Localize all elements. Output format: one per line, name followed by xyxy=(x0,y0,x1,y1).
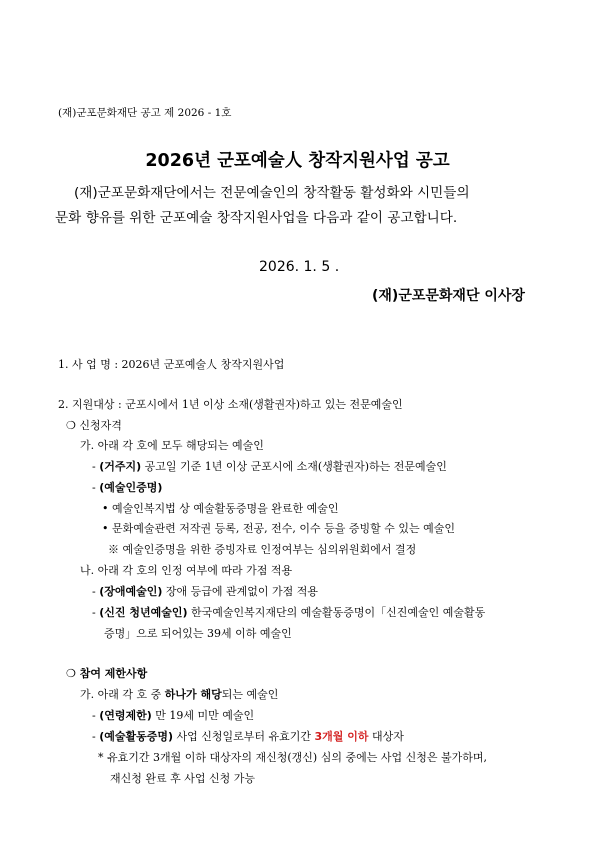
restrictions-ga-bold: 하나가 해당 xyxy=(164,688,222,701)
disabled-label: (장애예술인) xyxy=(99,585,163,598)
intro-line-2: 문화 향유를 위한 군포예술 창작지원사업을 다음과 같이 공고합니다. xyxy=(55,210,458,226)
eligibility-residence: - (거주지) 공고일 기준 1년 이상 군포시에 소재(생활권자)하는 전문예술인 xyxy=(92,460,447,473)
restriction-age: - (연령제한) 만 19세 미만 예술인 xyxy=(92,709,255,722)
restrictions-heading xyxy=(66,665,147,681)
residence-label: (거주지) xyxy=(99,460,142,473)
intro-line-1: (재)군포문화재단에서는 전문예술인의 창작활동 활성화와 시민들의 xyxy=(74,185,470,201)
section-1-project-name: 1. 사 업 명 : 2026년 군포예술人 창작지원사업 xyxy=(58,358,285,371)
youth-text-1: 한국예술인복지재단의 예술활동증명이「신진예술인 예술활동 xyxy=(187,606,486,619)
circle-bullet-icon: ❍ xyxy=(66,667,76,680)
restrictions-title: 참여 제한사항 xyxy=(79,667,148,680)
notice-number: (재)군포문화재단 공고 제 2026 - 1호 xyxy=(58,107,232,119)
disabled-text: 장애 등급에 관계없이 가점 적용 xyxy=(162,585,319,598)
residence-text: 공고일 기준 1년 이상 군포시에 소재(생활권자)하는 전문예술인 xyxy=(141,460,447,473)
age-text: 만 19세 미만 예술인 xyxy=(151,709,255,722)
circle-bullet-icon: ❍ xyxy=(66,419,76,432)
restriction-cert-label: (예술활동증명) xyxy=(99,730,174,743)
issuer-name: (재)군포문화재단 이사장 xyxy=(372,288,525,304)
youth-label: (신진 청년예술인) xyxy=(99,606,188,619)
restriction-cert: - (예술활동증명) 사업 신청일로부터 유효기간 3개월 이하 대상자 xyxy=(92,730,404,743)
page-title: 2026년 군포예술人 창작지원사업 공고 xyxy=(145,151,450,171)
eligibility-youth: - (신진 청년예술인) 한국예술인복지재단의 예술활동증명이「신진예술인 예술활동 xyxy=(92,606,486,619)
age-label: (연령제한) xyxy=(99,709,152,722)
eligibility-na: 나. 아래 각 호의 인정 여부에 따라 가점 적용 xyxy=(80,564,293,577)
eligibility-title: 신청자격 xyxy=(79,419,122,432)
cert-item-2: • 문화예술관련 저작권 등록, 전공, 전수, 이수 등을 증빙할 수 있는 예술인 xyxy=(102,522,455,535)
notice-date: 2026. 1. 5 . xyxy=(259,259,340,275)
restriction-note-1: * 유효기간 3개월 이하 대상자의 재신청(갱신) 심의 중에는 사업 신청은 불가하며, xyxy=(98,751,487,764)
youth-text-2: 증명」으로 되어있는 39세 이하 예술인 xyxy=(104,627,292,640)
restriction-cert-highlight: 3개월 이하 xyxy=(314,730,369,743)
eligibility-ga: 가. 아래 각 호에 모두 해당되는 예술인 xyxy=(80,439,264,452)
restriction-cert-text: 사업 신청일로부터 유효기간 xyxy=(173,730,315,743)
cert-item-1: • 예술인복지법 상 예술활동증명을 완료한 예술인 xyxy=(102,502,339,515)
eligibility-heading xyxy=(66,417,122,433)
restriction-note-2: 재신청 완료 후 사업 신청 가능 xyxy=(110,772,255,785)
eligibility-cert: - (예술인증명) xyxy=(92,481,163,494)
cert-note: ※ 예술인증명을 위한 증빙자료 인정여부는 심의위원회에서 결정 xyxy=(108,543,417,556)
eligibility-disabled: - (장애예술인) 장애 등급에 관계없이 가점 적용 xyxy=(92,585,319,598)
restrictions-ga: 가. 아래 각 호 중 하나가 해당되는 예술인 xyxy=(80,688,279,701)
cert-label: (예술인증명) xyxy=(99,481,163,494)
section-2-heading: 2. 지원대상 : 군포시에서 1년 이상 소재(생활권자)하고 있는 전문예술인 xyxy=(58,398,403,411)
